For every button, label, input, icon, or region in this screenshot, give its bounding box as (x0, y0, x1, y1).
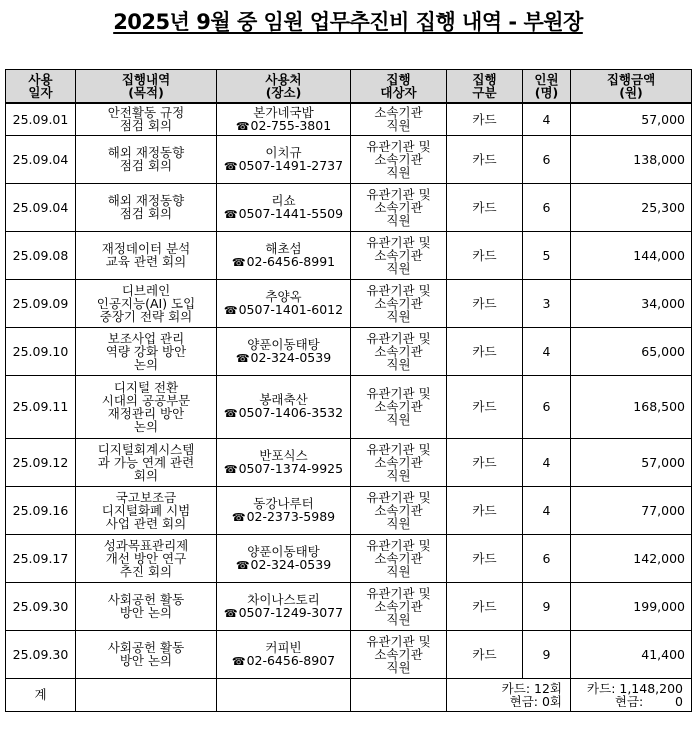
purpose-cell-line: 시대의 공공부문 (101, 392, 191, 408)
empty-cell (351, 678, 447, 711)
target-cell (351, 327, 447, 375)
type-cell: 카드 (447, 103, 523, 135)
purpose-cell-line: 사업 관련 회의 (105, 515, 187, 531)
amount-cell: 77,000 (571, 486, 692, 534)
header-people (523, 70, 571, 104)
date-cell: 25.09.09 (6, 279, 76, 327)
target-cell-line: 소속기관 (374, 295, 423, 311)
target-cell-line: 직원 (386, 659, 411, 675)
header-line: (명) (534, 85, 559, 100)
date-cell: 25.09.30 (6, 630, 76, 678)
target-cell-line: 소속기관 (374, 151, 423, 167)
target-cell-line: 유관기관 및 (366, 537, 431, 553)
amount-cell: 57,000 (571, 438, 692, 486)
purpose-cell-line: 사회공헌 활동 (107, 592, 185, 607)
table-row (6, 438, 692, 486)
purpose-cell (76, 582, 217, 630)
phone-number: ☎ 02-6456-8991 (220, 255, 347, 269)
target-cell-line: 유관기관 및 (366, 386, 431, 401)
table-body (6, 103, 692, 711)
total-row (6, 678, 692, 711)
purpose-cell-line: 해외 재정동향 (107, 193, 185, 208)
total-type-cell-line: 현금: 0회 (509, 693, 562, 709)
place-cell (217, 231, 351, 279)
type-cell: 카드 (447, 486, 523, 534)
purpose-cell-line: 논의 (133, 418, 159, 434)
header-purpose (76, 70, 217, 104)
phone-number: ☎ 0507-1406-3532 (220, 406, 347, 420)
phone-number: ☎ 02-6456-8907 (220, 654, 347, 668)
place-name: 동강나루터 (253, 495, 314, 511)
people-cell: 6 (523, 375, 571, 438)
purpose-cell-line: 성과목표관리제 (103, 537, 189, 553)
date-cell: 25.09.04 (6, 135, 76, 183)
total-type-cell-line: 카드: 12회 (501, 680, 562, 696)
header-type (447, 70, 523, 104)
table-row (6, 183, 692, 231)
place-name: 양푼이동태탕 (247, 543, 320, 559)
target-cell-line: 소속기관 (374, 454, 423, 470)
place-cell (217, 375, 351, 438)
target-cell (351, 103, 447, 135)
header-line: (장소) (265, 85, 302, 100)
place-cell (217, 534, 351, 582)
type-cell: 카드 (447, 183, 523, 231)
type-cell: 카드 (447, 327, 523, 375)
place-name: 양푼이동태탕 (247, 336, 320, 352)
total-label: 계 (6, 678, 76, 711)
header-line: 집행금액 (606, 72, 656, 87)
target-cell-line: 직원 (386, 515, 411, 531)
people-cell: 9 (523, 582, 571, 630)
header-date (6, 70, 76, 104)
purpose-cell-line: 안전활동 규정 (107, 105, 185, 121)
people-cell: 4 (523, 486, 571, 534)
target-cell (351, 582, 447, 630)
people-cell: 6 (523, 135, 571, 183)
place-cell (217, 582, 351, 630)
target-cell-line: 직원 (386, 412, 411, 427)
people-cell: 4 (523, 327, 571, 375)
people-cell: 9 (523, 630, 571, 678)
purpose-cell (76, 438, 217, 486)
target-cell (351, 438, 447, 486)
purpose-cell-line: 보조사업 관리 (107, 330, 185, 346)
header-place (217, 70, 351, 104)
place-name: 커피빈 (265, 639, 302, 655)
empty-cell (76, 678, 217, 711)
table-row (6, 327, 692, 375)
date-cell: 25.09.01 (6, 103, 76, 135)
type-cell: 카드 (447, 630, 523, 678)
people-cell: 6 (523, 183, 571, 231)
target-cell-line: 유관기관 및 (366, 441, 431, 457)
target-cell-line: 소속기관 (374, 105, 423, 121)
phone-number: ☎ 02-755-3801 (220, 119, 347, 133)
phone-number: ☎ 0507-1249-3077 (220, 606, 347, 620)
header-target (351, 70, 447, 104)
purpose-cell (76, 375, 217, 438)
purpose-cell-line: 재정데이터 분석 (101, 241, 191, 256)
target-cell-line: 직원 (386, 260, 411, 276)
phone-number: ☎ 0507-1491-2737 (220, 159, 347, 173)
date-cell: 25.09.08 (6, 231, 76, 279)
amount-cell: 138,000 (571, 135, 692, 183)
table-row (6, 534, 692, 582)
table-row (6, 279, 692, 327)
header-line: 집행 (472, 72, 497, 87)
amount-cell: 65,000 (571, 327, 692, 375)
target-cell-line: 소속기관 (374, 199, 423, 215)
amount-cell: 25,300 (571, 183, 692, 231)
purpose-cell (76, 183, 217, 231)
purpose-cell-line: 점검 회의 (119, 206, 173, 221)
place-name: 본가네국밥 (253, 104, 314, 120)
total-type-cell (447, 678, 571, 711)
target-cell-line: 소속기관 (374, 550, 423, 566)
purpose-cell (76, 135, 217, 183)
purpose-cell (76, 486, 217, 534)
target-cell (351, 630, 447, 678)
purpose-cell-line: 교육 관련 회의 (105, 254, 187, 269)
purpose-cell (76, 327, 217, 375)
purpose-cell-line: 과 가능 연계 관련 (97, 454, 195, 470)
purpose-cell-line: 점검 회의 (119, 118, 173, 134)
date-cell: 25.09.30 (6, 582, 76, 630)
target-cell-line: 직원 (386, 308, 411, 324)
type-cell: 카드 (447, 279, 523, 327)
amount-cell: 57,000 (571, 103, 692, 135)
date-cell: 25.09.04 (6, 183, 76, 231)
amount-cell: 142,000 (571, 534, 692, 582)
purpose-cell-line: 국고보조금 (115, 489, 177, 505)
target-cell (351, 279, 447, 327)
place-name: 추양옥 (265, 288, 302, 304)
table-row (6, 375, 692, 438)
people-cell: 4 (523, 103, 571, 135)
purpose-cell (76, 279, 217, 327)
place-name: 이치규 (265, 144, 302, 160)
target-cell-line: 소속기관 (374, 502, 423, 518)
phone-number: ☎ 02-2373-5989 (220, 510, 347, 524)
table-header-row (6, 70, 692, 104)
target-cell-line: 직원 (386, 563, 411, 579)
header-line: (목적) (128, 85, 164, 100)
people-cell: 5 (523, 231, 571, 279)
place-cell (217, 630, 351, 678)
target-cell-line: 유관기관 및 (366, 585, 431, 601)
purpose-cell-line: 논의 (133, 356, 159, 372)
purpose-cell-line: 역량 강화 방안 (105, 343, 187, 359)
target-cell (351, 534, 447, 582)
type-cell: 카드 (447, 582, 523, 630)
target-cell-line: 직원 (386, 164, 411, 180)
target-cell-line: 직원 (386, 118, 411, 134)
date-cell: 25.09.17 (6, 534, 76, 582)
header-line: 인원 (534, 72, 559, 87)
total-amount-cell-line: 카드: 1,148,200 (587, 680, 683, 696)
header-line: (원) (619, 85, 643, 100)
purpose-cell-line: 사회공헌 활동 (107, 640, 185, 655)
type-cell: 카드 (447, 534, 523, 582)
amount-cell: 168,500 (571, 375, 692, 438)
purpose-cell-line: 해외 재정동향 (107, 145, 185, 160)
purpose-cell-line: 회의 (133, 467, 159, 483)
place-cell (217, 279, 351, 327)
table-row (6, 630, 692, 678)
purpose-cell-line: 디지털 전환 (113, 379, 179, 395)
target-cell-line: 소속기관 (374, 598, 423, 614)
people-cell: 4 (523, 438, 571, 486)
table-row (6, 486, 692, 534)
date-cell: 25.09.11 (6, 375, 76, 438)
purpose-cell-line: 디지털화폐 시범 (101, 502, 191, 518)
purpose-cell-line: 점검 회의 (119, 158, 173, 173)
place-cell (217, 438, 351, 486)
target-cell-line: 유관기관 및 (366, 138, 431, 154)
target-cell (351, 231, 447, 279)
date-cell: 25.09.12 (6, 438, 76, 486)
table-row (6, 135, 692, 183)
place-cell (217, 327, 351, 375)
table-row (6, 103, 692, 135)
header-line: 집행내역 (121, 72, 171, 87)
purpose-cell-line: 재정관리 방안 (107, 405, 185, 421)
type-cell: 카드 (447, 231, 523, 279)
header-amount (571, 70, 692, 104)
purpose-cell-line: 디브레인 (121, 282, 171, 298)
purpose-cell-line: 방안 논의 (119, 653, 173, 668)
target-cell-line: 소속기관 (374, 247, 423, 263)
amount-cell: 41,400 (571, 630, 692, 678)
phone-number: ☎ 0507-1401-6012 (220, 303, 347, 317)
purpose-cell-line: 중장기 전략 회의 (99, 308, 193, 324)
total-amount-cell (571, 678, 692, 711)
purpose-cell (76, 231, 217, 279)
people-cell: 3 (523, 279, 571, 327)
header-line: 구분 (472, 85, 497, 100)
expense-table (5, 69, 692, 712)
phone-number: ☎ 0507-1441-5509 (220, 207, 347, 221)
people-cell: 6 (523, 534, 571, 582)
target-cell-line: 유관기관 및 (366, 633, 431, 649)
header-line: 집행 (386, 72, 411, 87)
purpose-cell-line: 인공지능(AI) 도입 (96, 295, 196, 311)
target-cell-line: 직원 (386, 212, 411, 228)
place-name: 봉래축산 (259, 392, 308, 407)
place-cell (217, 135, 351, 183)
date-cell: 25.09.10 (6, 327, 76, 375)
target-cell-line: 직원 (386, 467, 411, 483)
place-name: 해초섬 (265, 240, 302, 256)
purpose-cell-line: 개선 방안 연구 (105, 550, 187, 566)
target-cell-line: 유관기관 및 (366, 234, 431, 250)
total-amount-cell-line: 현금: 0 (614, 693, 683, 709)
target-cell (351, 183, 447, 231)
target-cell-line: 소속기관 (374, 646, 423, 662)
purpose-cell (76, 103, 217, 135)
target-cell-line: 유관기관 및 (366, 489, 431, 505)
place-name: 반포식스 (259, 447, 308, 463)
target-cell (351, 135, 447, 183)
purpose-cell-line: 방안 논의 (119, 605, 173, 620)
table-row (6, 231, 692, 279)
amount-cell: 34,000 (571, 279, 692, 327)
phone-number: ☎ 02-324-0539 (220, 558, 347, 572)
date-cell: 25.09.16 (6, 486, 76, 534)
place-cell (217, 183, 351, 231)
type-cell: 카드 (447, 375, 523, 438)
target-cell (351, 486, 447, 534)
header-line: 사용 (28, 72, 53, 87)
purpose-cell (76, 630, 217, 678)
place-cell (217, 103, 351, 135)
phone-number: ☎ 02-324-0539 (220, 351, 347, 365)
target-cell-line: 소속기관 (374, 343, 423, 359)
target-cell-line: 유관기관 및 (366, 282, 431, 298)
type-cell: 카드 (447, 135, 523, 183)
page-title: 2025년 9월 중 임원 업무추진비 집행 내역 - 부원장 (113, 10, 583, 34)
target-cell-line: 직원 (386, 611, 411, 627)
target-cell-line: 소속기관 (374, 399, 423, 414)
empty-cell (217, 678, 351, 711)
place-cell (217, 486, 351, 534)
purpose-cell (76, 534, 217, 582)
place-name: 리쇼 (271, 192, 296, 208)
type-cell: 카드 (447, 438, 523, 486)
purpose-cell-line: 추진 회의 (119, 563, 173, 579)
place-name: 차이나스토리 (247, 591, 320, 607)
target-cell-line: 유관기관 및 (366, 330, 431, 346)
purpose-cell-line: 디지털회계시스템 (97, 441, 195, 457)
header-line: 사용처 (265, 72, 302, 87)
table-row (6, 582, 692, 630)
amount-cell: 199,000 (571, 582, 692, 630)
header-line: 일자 (28, 85, 53, 100)
target-cell-line: 직원 (386, 356, 411, 372)
header-line: 대상자 (380, 85, 417, 100)
amount-cell: 144,000 (571, 231, 692, 279)
phone-number: ☎ 0507-1374-9925 (220, 462, 347, 476)
target-cell-line: 유관기관 및 (366, 186, 431, 202)
target-cell (351, 375, 447, 438)
